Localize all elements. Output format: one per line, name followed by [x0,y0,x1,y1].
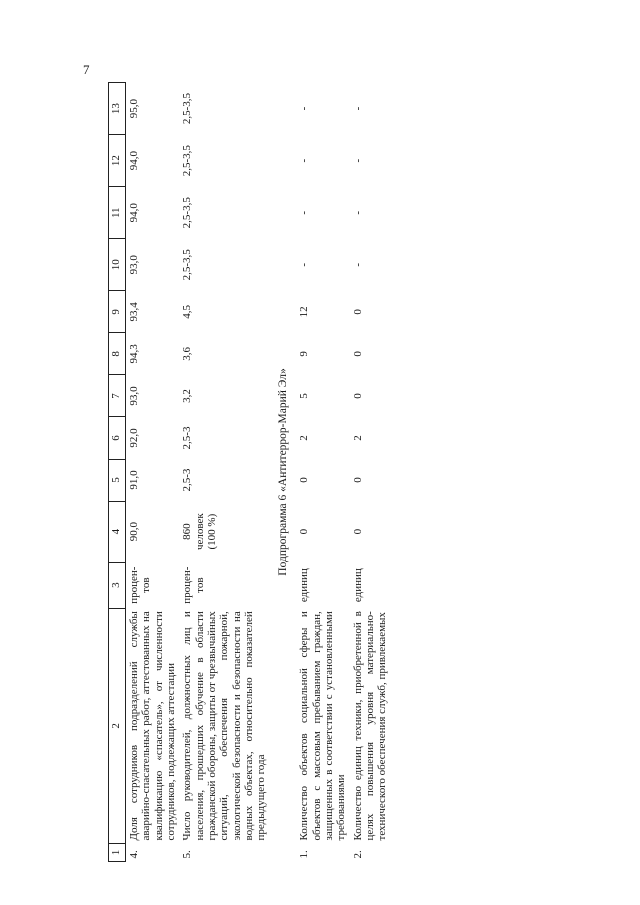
value-cell: 0 [351,393,364,399]
value-cell: 91,0 [128,470,140,490]
indicator-description: Доля сотрудников подразделений службы аварийно-спасательных работ, аттестованных на квалификацию «спасатель», от численности сотрудников, подлежащих аттестации [128,611,177,841]
table-row [350,83,391,862]
header-row [109,83,126,862]
subprogram-row [269,83,296,862]
indicator-description: Количество объектов социальной сферы и объектов с массовым пребыванием граждан, защищенных в соответствии с установленными требованиями [298,611,348,841]
unit-cell: процен-тов [181,566,206,604]
column-header: 8 [109,333,126,375]
value-cell: 2,5-3,5 [181,145,194,177]
unit-cell: процен-тов [128,566,153,604]
rotated-page-content [108,82,528,862]
value-cell: - [351,210,364,215]
unit-cell: единиц [351,568,364,603]
page-number: 7 [83,62,90,77]
value-cell: 2,5-3,5 [181,249,194,281]
value-cell: 12 [298,306,311,318]
value-cell: 3,6 [181,347,194,361]
column-header: 10 [109,239,126,291]
table-row [296,83,349,862]
table-row [179,83,269,862]
value-cell: 90,0 [128,521,140,542]
value-cell: 5 [298,393,311,399]
indicator-description: Количество единиц техники, приобретенной в целях повышения уровня материально-технического обеспечения служб, привлекаемых [351,611,389,841]
row-index: 5. [181,850,194,859]
value-cell: 92,0 [128,428,140,448]
column-header: 5 [109,459,126,501]
value-cell: 9 [298,351,311,357]
column-header: 7 [109,375,126,417]
row-index: 1. [298,850,311,859]
value-cell: 860 человек (100 %) [181,513,218,550]
column-header: 4 [109,501,126,562]
value-cell: 2,5-3 [181,426,194,450]
value-cell: 93,4 [128,302,140,322]
value-cell: 93,0 [128,386,140,406]
row-index: 4. [128,850,140,859]
value-cell: 2 [351,435,364,441]
table-row [126,83,180,862]
row-index: 2. [351,850,364,859]
value-cell: 0 [351,309,364,315]
value-cell: - [351,158,364,163]
value-cell: 2,5-3,5 [181,197,194,229]
value-cell: - [351,106,364,111]
value-cell: 94,0 [128,203,140,223]
value-cell: 0 [351,477,364,483]
column-header: 2 [109,608,126,843]
value-cell: 2,5-3 [181,468,194,492]
column-header: 9 [109,291,126,333]
column-header: 12 [109,135,126,187]
unit-cell: единиц [298,568,311,603]
value-cell: 93,0 [128,255,140,275]
column-header: 1 [109,843,126,861]
value-cell: 0 [351,528,364,535]
column-header: 11 [109,187,126,239]
value-cell: - [298,106,311,111]
value-cell: 0 [298,528,311,535]
value-cell: - [298,262,311,267]
value-cell: 4,5 [181,304,194,319]
indicators-table [108,82,391,862]
value-cell: - [298,210,311,215]
value-cell: 2 [298,435,311,441]
value-cell: 0 [298,477,311,483]
column-header: 3 [109,562,126,608]
value-cell: 2,5-3,5 [181,92,194,125]
value-cell: - [298,158,311,163]
value-cell: 0 [351,351,364,357]
indicator-description: Число руководителей, должностных лиц и населения, прошедших обучение в области гражданской обороны, защиты от чрезвычайных ситуаций, обеспечения пожарной, экологической безопасности и безопасности на водных объектах, относительно показателей предыдущего года [181,611,268,841]
column-header: 6 [109,417,126,459]
value-cell: 3,2 [181,389,194,403]
value-cell: 94,0 [128,151,140,171]
column-header: 13 [109,83,126,135]
value-cell: 95,0 [128,98,140,119]
value-cell: 94,3 [128,344,140,364]
value-cell: - [351,262,364,267]
subprogram-title: Подпрограмма 6 «Антитеррор-Марий Эл» [277,368,290,576]
